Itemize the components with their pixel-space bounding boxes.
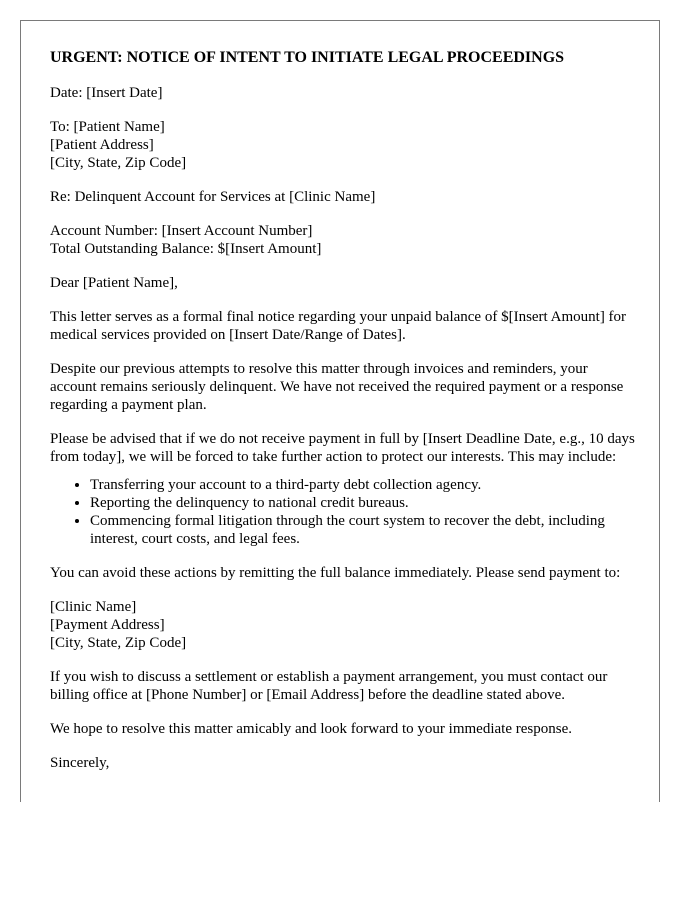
payment-line: [City, State, Zip Code] bbox=[50, 635, 187, 651]
paragraph: Please be advised that if we do not receive payment in full by [Insert Deadline Date, e.g., 10 days from today], we will be forced to take further action to protect our interests. This may include: bbox=[50, 431, 635, 465]
action-list-item: • Reporting the delinquency to national credit bureaus. bbox=[90, 494, 635, 512]
re-line: Re: Delinquent Account for Services at [Clinic Name] bbox=[50, 189, 376, 205]
recipient-line: [City, State, Zip Code] bbox=[50, 155, 187, 171]
balance-line: Total Outstanding Balance: $[Insert Amount] bbox=[50, 241, 322, 257]
paragraph: You can avoid these actions by remitting the full balance immediately. Please send payment to: bbox=[50, 565, 621, 581]
letter-body bbox=[50, 48, 635, 788]
paragraph: We hope to resolve this matter amicably and look forward to your immediate response. bbox=[50, 721, 572, 737]
payment-line: [Clinic Name] bbox=[50, 599, 137, 615]
action-list bbox=[50, 476, 635, 548]
account-block bbox=[50, 222, 635, 258]
paragraph: This letter serves as a formal final notice regarding your unpaid balance of $[Insert Amount] for medical services provided on [Insert Date/Range of Dates]. bbox=[50, 309, 627, 343]
action-list-item: • Commencing formal litigation through the court system to recover the debt, including interest, court costs, and legal fees. bbox=[90, 512, 635, 548]
paragraph: Despite our previous attempts to resolve this matter through invoices and reminders, your account remains seriously delinquent. We have not received the required payment or a response regarding a payment plan. bbox=[50, 361, 624, 413]
recipient-block bbox=[50, 118, 635, 172]
letter-title: URGENT: NOTICE OF INTENT TO INITIATE LEGAL PROCEEDINGS bbox=[50, 49, 565, 66]
date-line: Date: [Insert Date] bbox=[50, 85, 163, 101]
payment-line: [Payment Address] bbox=[50, 617, 165, 633]
closing: Sincerely, bbox=[50, 755, 110, 771]
paragraph: If you wish to discuss a settlement or establish a payment arrangement, you must contact our billing office at [Phone Number] or [Email Address] before the deadline stated above. bbox=[50, 669, 608, 703]
payment-address-block bbox=[50, 598, 635, 652]
account-number-line: Account Number: [Insert Account Number] bbox=[50, 223, 313, 239]
action-list-item: • Transferring your account to a third-party debt collection agency. bbox=[90, 476, 635, 494]
letter-page bbox=[20, 20, 660, 802]
salutation: Dear [Patient Name], bbox=[50, 275, 178, 291]
recipient-line: To: [Patient Name] bbox=[50, 119, 165, 135]
recipient-line: [Patient Address] bbox=[50, 137, 154, 153]
